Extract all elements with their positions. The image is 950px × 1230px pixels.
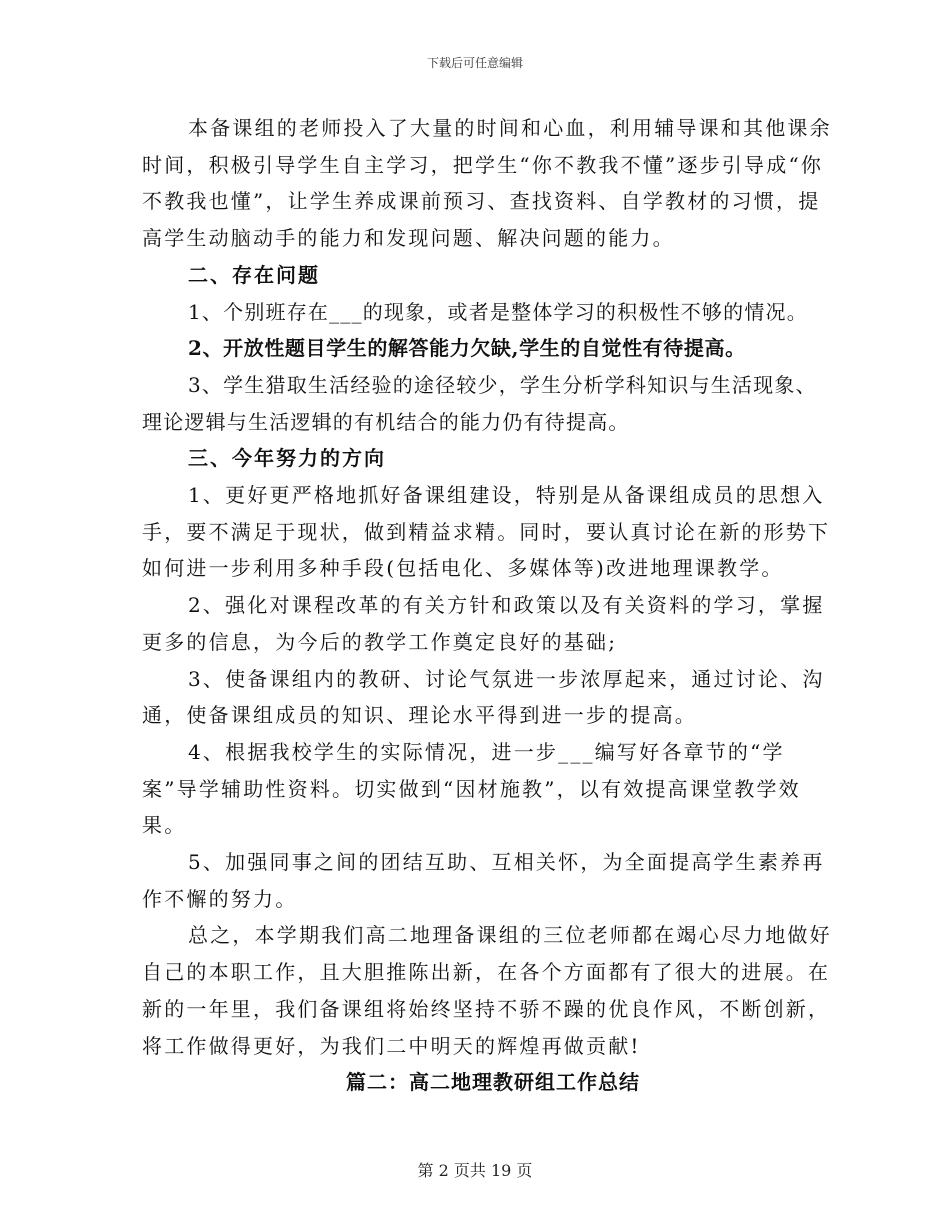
problem-item-3: 3、学生猎取生活经验的途径较少，学生分析学科知识与生活现象、理论逻辑与生活逻辑的有机结合的能力仍有待提高。 [142, 372, 817, 434]
direction-item-3: 3、使备课组内的教研、讨论气氛进一步浓厚起来，通过讨论、沟通，使备课组成员的知识、理论水平得到进一步的提高。 [142, 666, 825, 728]
heading-problems: 二、存在问题 [188, 262, 320, 287]
direction-item-4: 4、根据我校学生的实际情况，进一步___编写好各章节的“学案”导学辅助性资料。切实做到“因材施教”，以有效提高课堂教学效果。 [142, 739, 801, 838]
heading-direction: 三、今年努力的方向 [188, 446, 386, 471]
direction-item-2: 2、强化对课程改革的有关方针和政策以及有关资料的学习，掌握更多的信息，为今后的教学工作奠定良好的基础; [142, 593, 825, 654]
page-footer: 第 2 页共 19 页 [417, 1161, 533, 1180]
problem-item-1: 1、个别班存在___的现象，或者是整体学习的积极性不够的情况。 [188, 299, 808, 324]
page-header: 下载后可任意编辑 [426, 56, 523, 70]
direction-item-1: 1、更好更严格地抓好备课组建设，特别是从备课组成员的思想入手，要不满足于现状，做到精益求精。同时，要认真讨论在新的形势下如何进一步利用多种手段(包括电化、多媒体等)改进地理课教学。 [142, 483, 831, 581]
section-title-2: 篇二：高二地理教研组工作总结 [346, 1070, 640, 1095]
document-body [142, 110, 832, 1101]
paragraph-intro: 本备课组的老师投入了大量的时间和心血，利用辅导课和其他课余时间，积极引导学生自主学习，把学生“你不教我不懂”逐步引导成“你不教我也懂”，让学生养成课前预习、查找资料、自学教材的习惯，提高学生动脑动手的能力和发现问题、解决问题的能力。 [142, 116, 832, 251]
direction-item-5: 5、加强同事之间的团结互助、互相关怀，为全面提高学生素养再作不懈的努力。 [142, 850, 825, 911]
paragraph-summary: 总之，本学期我们高二地理备课组的三位老师都在竭心尽力地做好自己的本职工作，且大胆推陈出新，在各个方面都有了很大的进展。在新的一年里，我们备课组将始终坚持不骄不躁的优良作风，不断创新，将工作做得更好，为我们二中明天的辉煌再做贡献! [142, 923, 832, 1058]
problem-item-2: 2、开放性题目学生的解答能力欠缺,学生的自觉性有待提高。 [188, 336, 746, 361]
